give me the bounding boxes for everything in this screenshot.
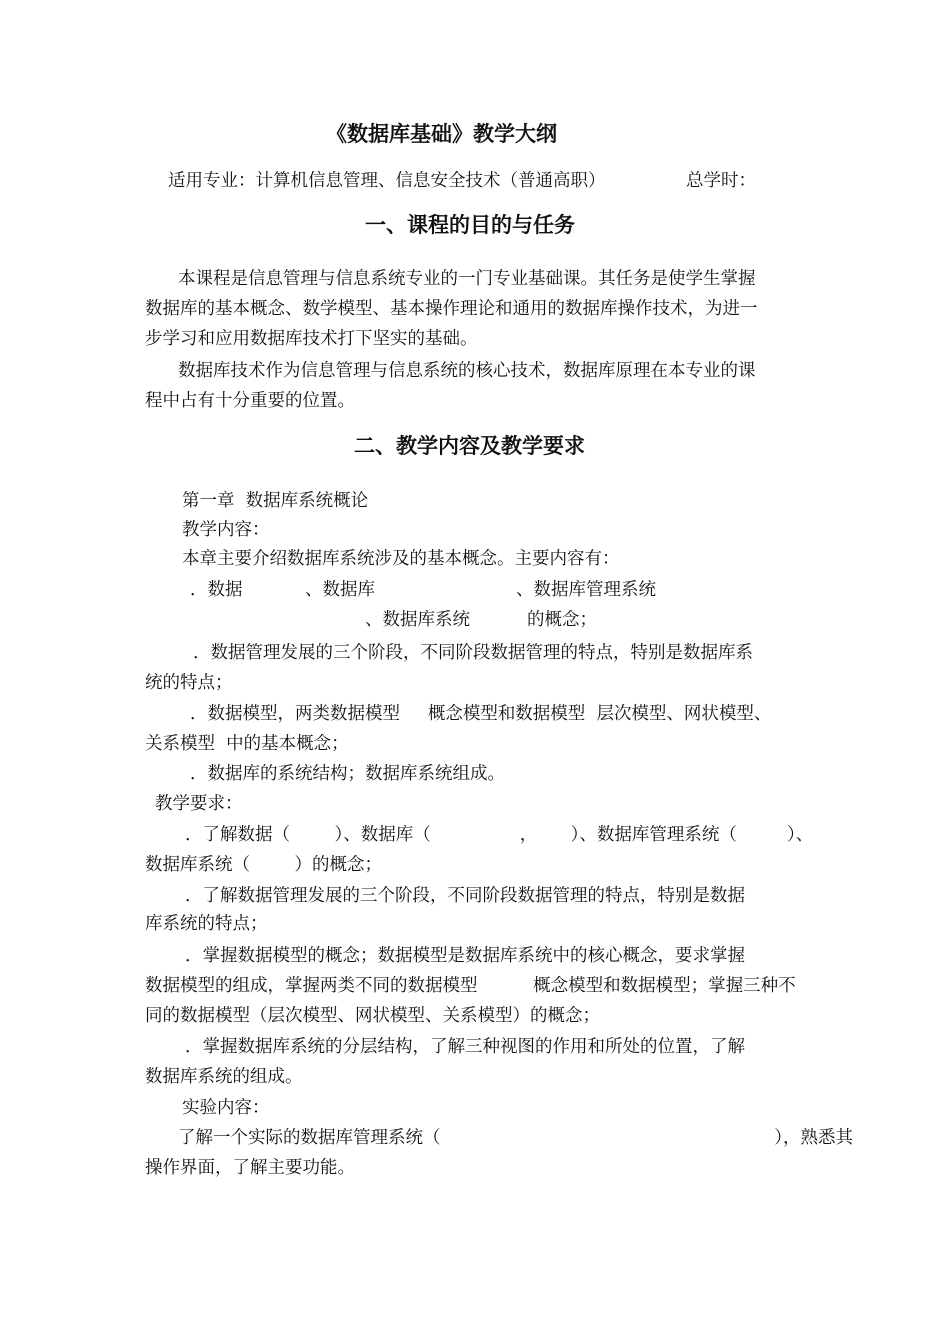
requirement-item: 数据模型的组成，掌握两类不同的数据模型 概念模型和数据模型；掌握三种不 xyxy=(145,976,796,996)
list-item: 、数据库管理系统 xyxy=(516,580,656,600)
content-label: 教学内容： xyxy=(182,520,270,540)
requirement-item: ．了解数据（ ）、数据库（ ， ）、数据库管理系统（ ）、 xyxy=(185,825,814,845)
lab-content: 操作界面，了解主要功能。 xyxy=(145,1158,355,1178)
applicable-major: 适用专业：计算机信息管理、信息安全技术（普通高职） xyxy=(168,171,606,191)
list-item: 、数据库 xyxy=(305,580,375,600)
list-item: ．数据模型，两类数据模型 概念模型和数据模型 层次模型、网状模型、 xyxy=(190,704,772,724)
lab-label: 实验内容： xyxy=(182,1098,270,1118)
list-item: ．数据管理发展的三个阶段，不同阶段数据管理的特点，特别是数据库系 xyxy=(193,643,753,663)
list-item: 统的特点； xyxy=(145,673,233,693)
section-heading-2: 二、教学内容及教学要求 xyxy=(354,434,585,458)
section-heading-1: 一、课程的目的与任务 xyxy=(365,213,575,237)
list-item: 、数据库系统 xyxy=(365,610,470,630)
requirements-label: 教学要求： xyxy=(155,794,243,814)
requirement-item: ．了解数据管理发展的三个阶段，不同阶段数据管理的特点，特别是数据 xyxy=(185,886,745,906)
chapter-intro: 本章主要介绍数据库系统涉及的基本概念。主要内容有： xyxy=(182,549,620,569)
list-item: ．数据 xyxy=(190,580,243,600)
paragraph-line: 程中占有十分重要的位置。 xyxy=(145,391,355,411)
paragraph-line: 步学习和应用数据库技术打下坚实的基础。 xyxy=(145,329,478,349)
list-item: 关系模型 中的基本概念； xyxy=(145,734,349,754)
requirement-item: ．掌握数据模型的概念；数据模型是数据库系统中的核心概念，要求掌握 xyxy=(185,946,745,966)
paragraph-line: 本课程是信息管理与信息系统专业的一门专业基础课。其任务是使学生掌握 xyxy=(178,269,756,289)
paragraph-line: 数据库的基本概念、数学模型、基本操作理论和通用的数据库操作技术，为进一 xyxy=(145,299,758,319)
list-item: ．数据库的系统结构；数据库系统组成。 xyxy=(190,764,505,784)
paragraph-line: 数据库技术作为信息管理与信息系统的核心技术，数据库原理在本专业的课 xyxy=(178,361,756,381)
total-hours-label: 总学时： xyxy=(686,171,756,191)
requirement-item: ．掌握数据库系统的分层结构，了解三种视图的作用和所处的位置，了解 xyxy=(185,1037,745,1057)
document-title: 《数据库基础》教学大纲 xyxy=(326,122,557,146)
list-item: 的概念； xyxy=(527,610,597,630)
requirement-item: 数据库系统的组成。 xyxy=(145,1067,303,1087)
requirement-item: 数据库系统（ ）的概念； xyxy=(145,855,383,875)
lab-content: 了解一个实际的数据库管理系统（ ），熟悉其 xyxy=(178,1128,854,1148)
requirement-item: 库系统的特点； xyxy=(145,914,268,934)
chapter-title: 第一章 数据库系统概论 xyxy=(182,491,369,511)
requirement-item: 同的数据模型（层次模型、网状模型、关系模型）的概念； xyxy=(145,1006,600,1026)
